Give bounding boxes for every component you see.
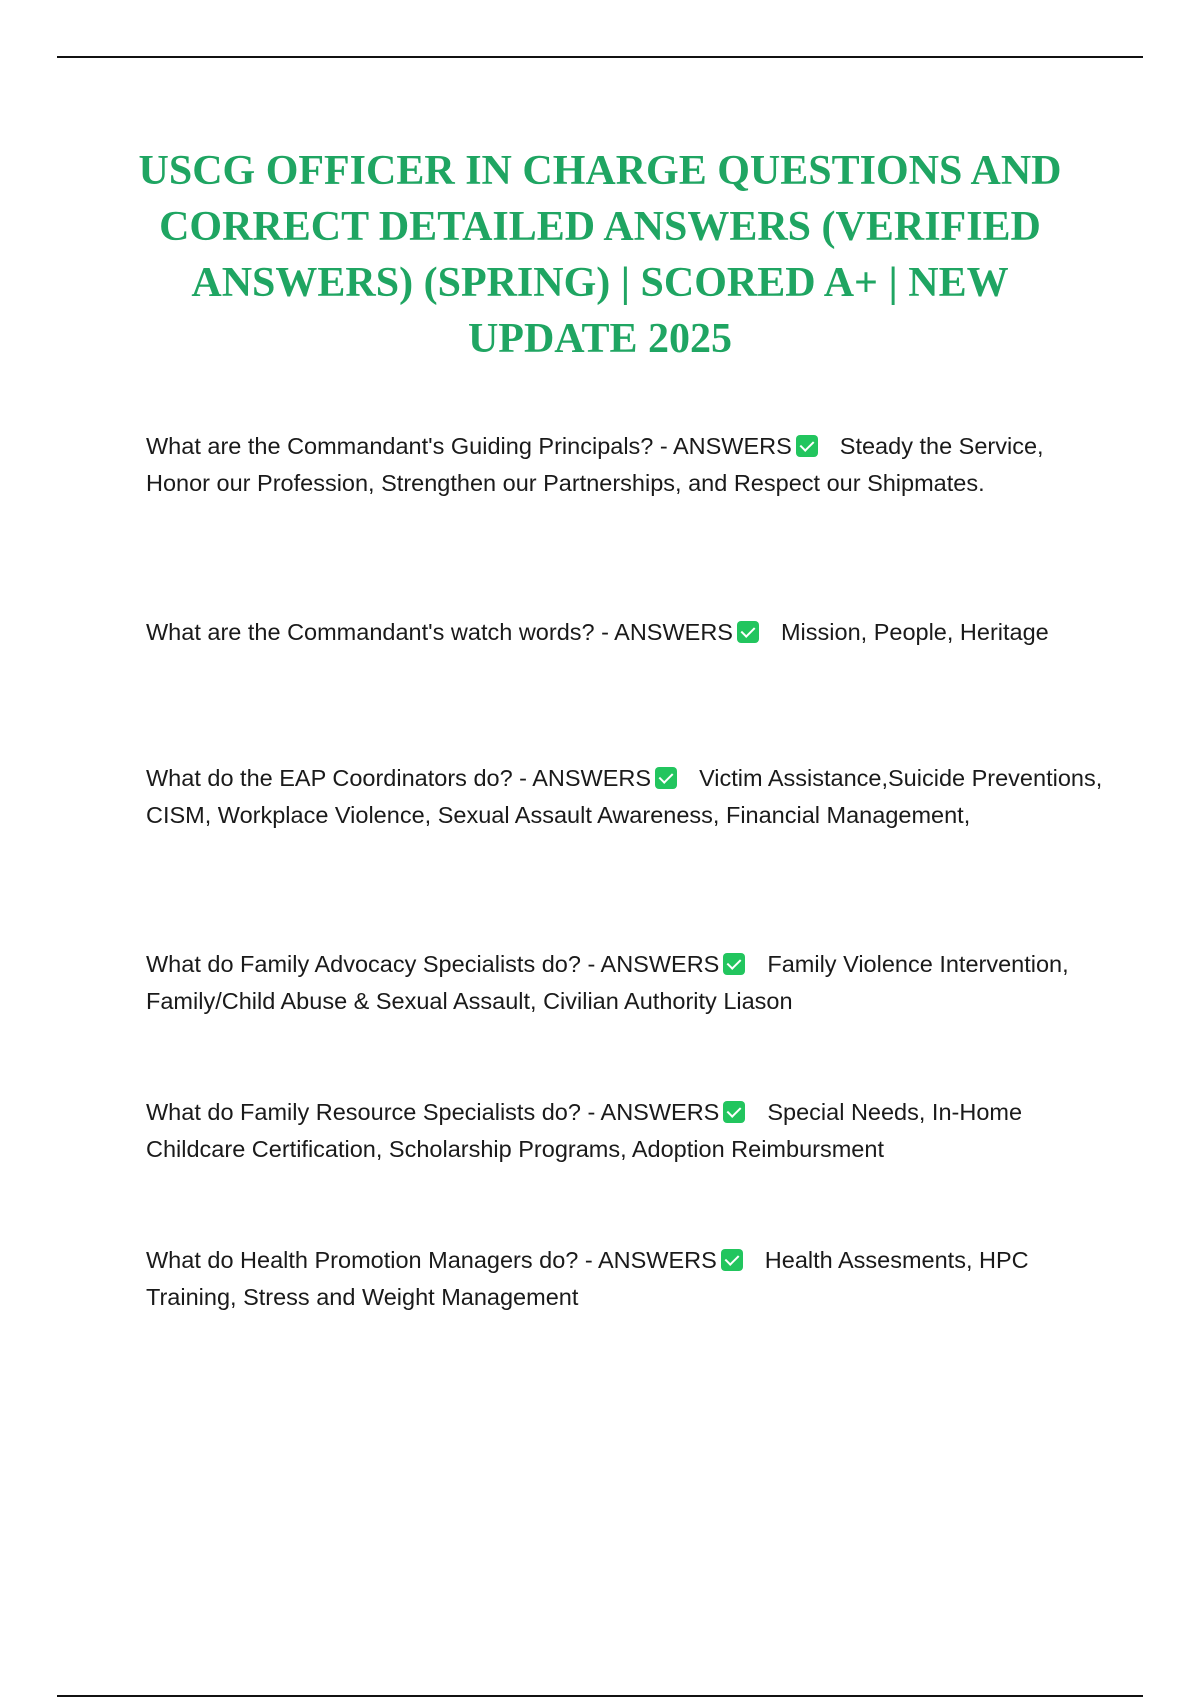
qa-item <box>146 428 1106 614</box>
qa-item <box>146 1094 1106 1242</box>
qa-item <box>146 614 1106 760</box>
answer-text: Family Violence Intervention, Family/Child Abuse & Sexual Assault, Civilian Authority Liason <box>146 951 1069 1014</box>
check-icon <box>796 435 818 457</box>
bottom-divider <box>57 1695 1143 1697</box>
check-icon <box>723 953 745 975</box>
question-text: What are the Commandant's Guiding Principals? - ANSWERS <box>146 433 792 459</box>
question-text: What do Family Resource Specialists do? - ANSWERS <box>146 1099 720 1125</box>
qa-list <box>146 428 1106 1316</box>
answer-text: Victim Assistance,Suicide Preventions, CISM, Workplace Violence, Sexual Assault Awareness, Financial Management, <box>146 765 1103 828</box>
qa-item <box>146 946 1106 1094</box>
question-text: What do Health Promotion Managers do? - ANSWERS <box>146 1247 717 1273</box>
question-text: What are the Commandant's watch words? - ANSWERS <box>146 619 733 645</box>
question-text: What do the EAP Coordinators do? - ANSWERS <box>146 765 652 791</box>
check-icon <box>737 621 759 643</box>
qa-item <box>146 1242 1106 1316</box>
top-divider <box>57 56 1143 58</box>
answer-text: Steady the Service, Honor our Profession, Strengthen our Partnerships, and Respect our Shipmates. <box>146 433 1044 496</box>
qa-item <box>146 760 1106 946</box>
answer-text: Mission, People, Heritage <box>780 619 1049 645</box>
check-icon <box>655 767 677 789</box>
check-icon <box>721 1249 743 1271</box>
document-title: USCG OFFICER IN CHARGE QUESTIONS AND CORRECT DETAILED ANSWERS (VERIFIED ANSWERS) (SPRING) | SCORED A+ | NEW UPDATE 2025 <box>138 148 1062 362</box>
check-icon <box>723 1101 745 1123</box>
answer-text: Special Needs, In-Home Childcare Certification, Scholarship Programs, Adoption Reimbursment <box>146 1099 1023 1162</box>
question-text: What do Family Advocacy Specialists do? - ANSWERS <box>146 951 720 977</box>
answer-text: Health Assesments, HPC Training, Stress and Weight Management <box>146 1247 1029 1310</box>
